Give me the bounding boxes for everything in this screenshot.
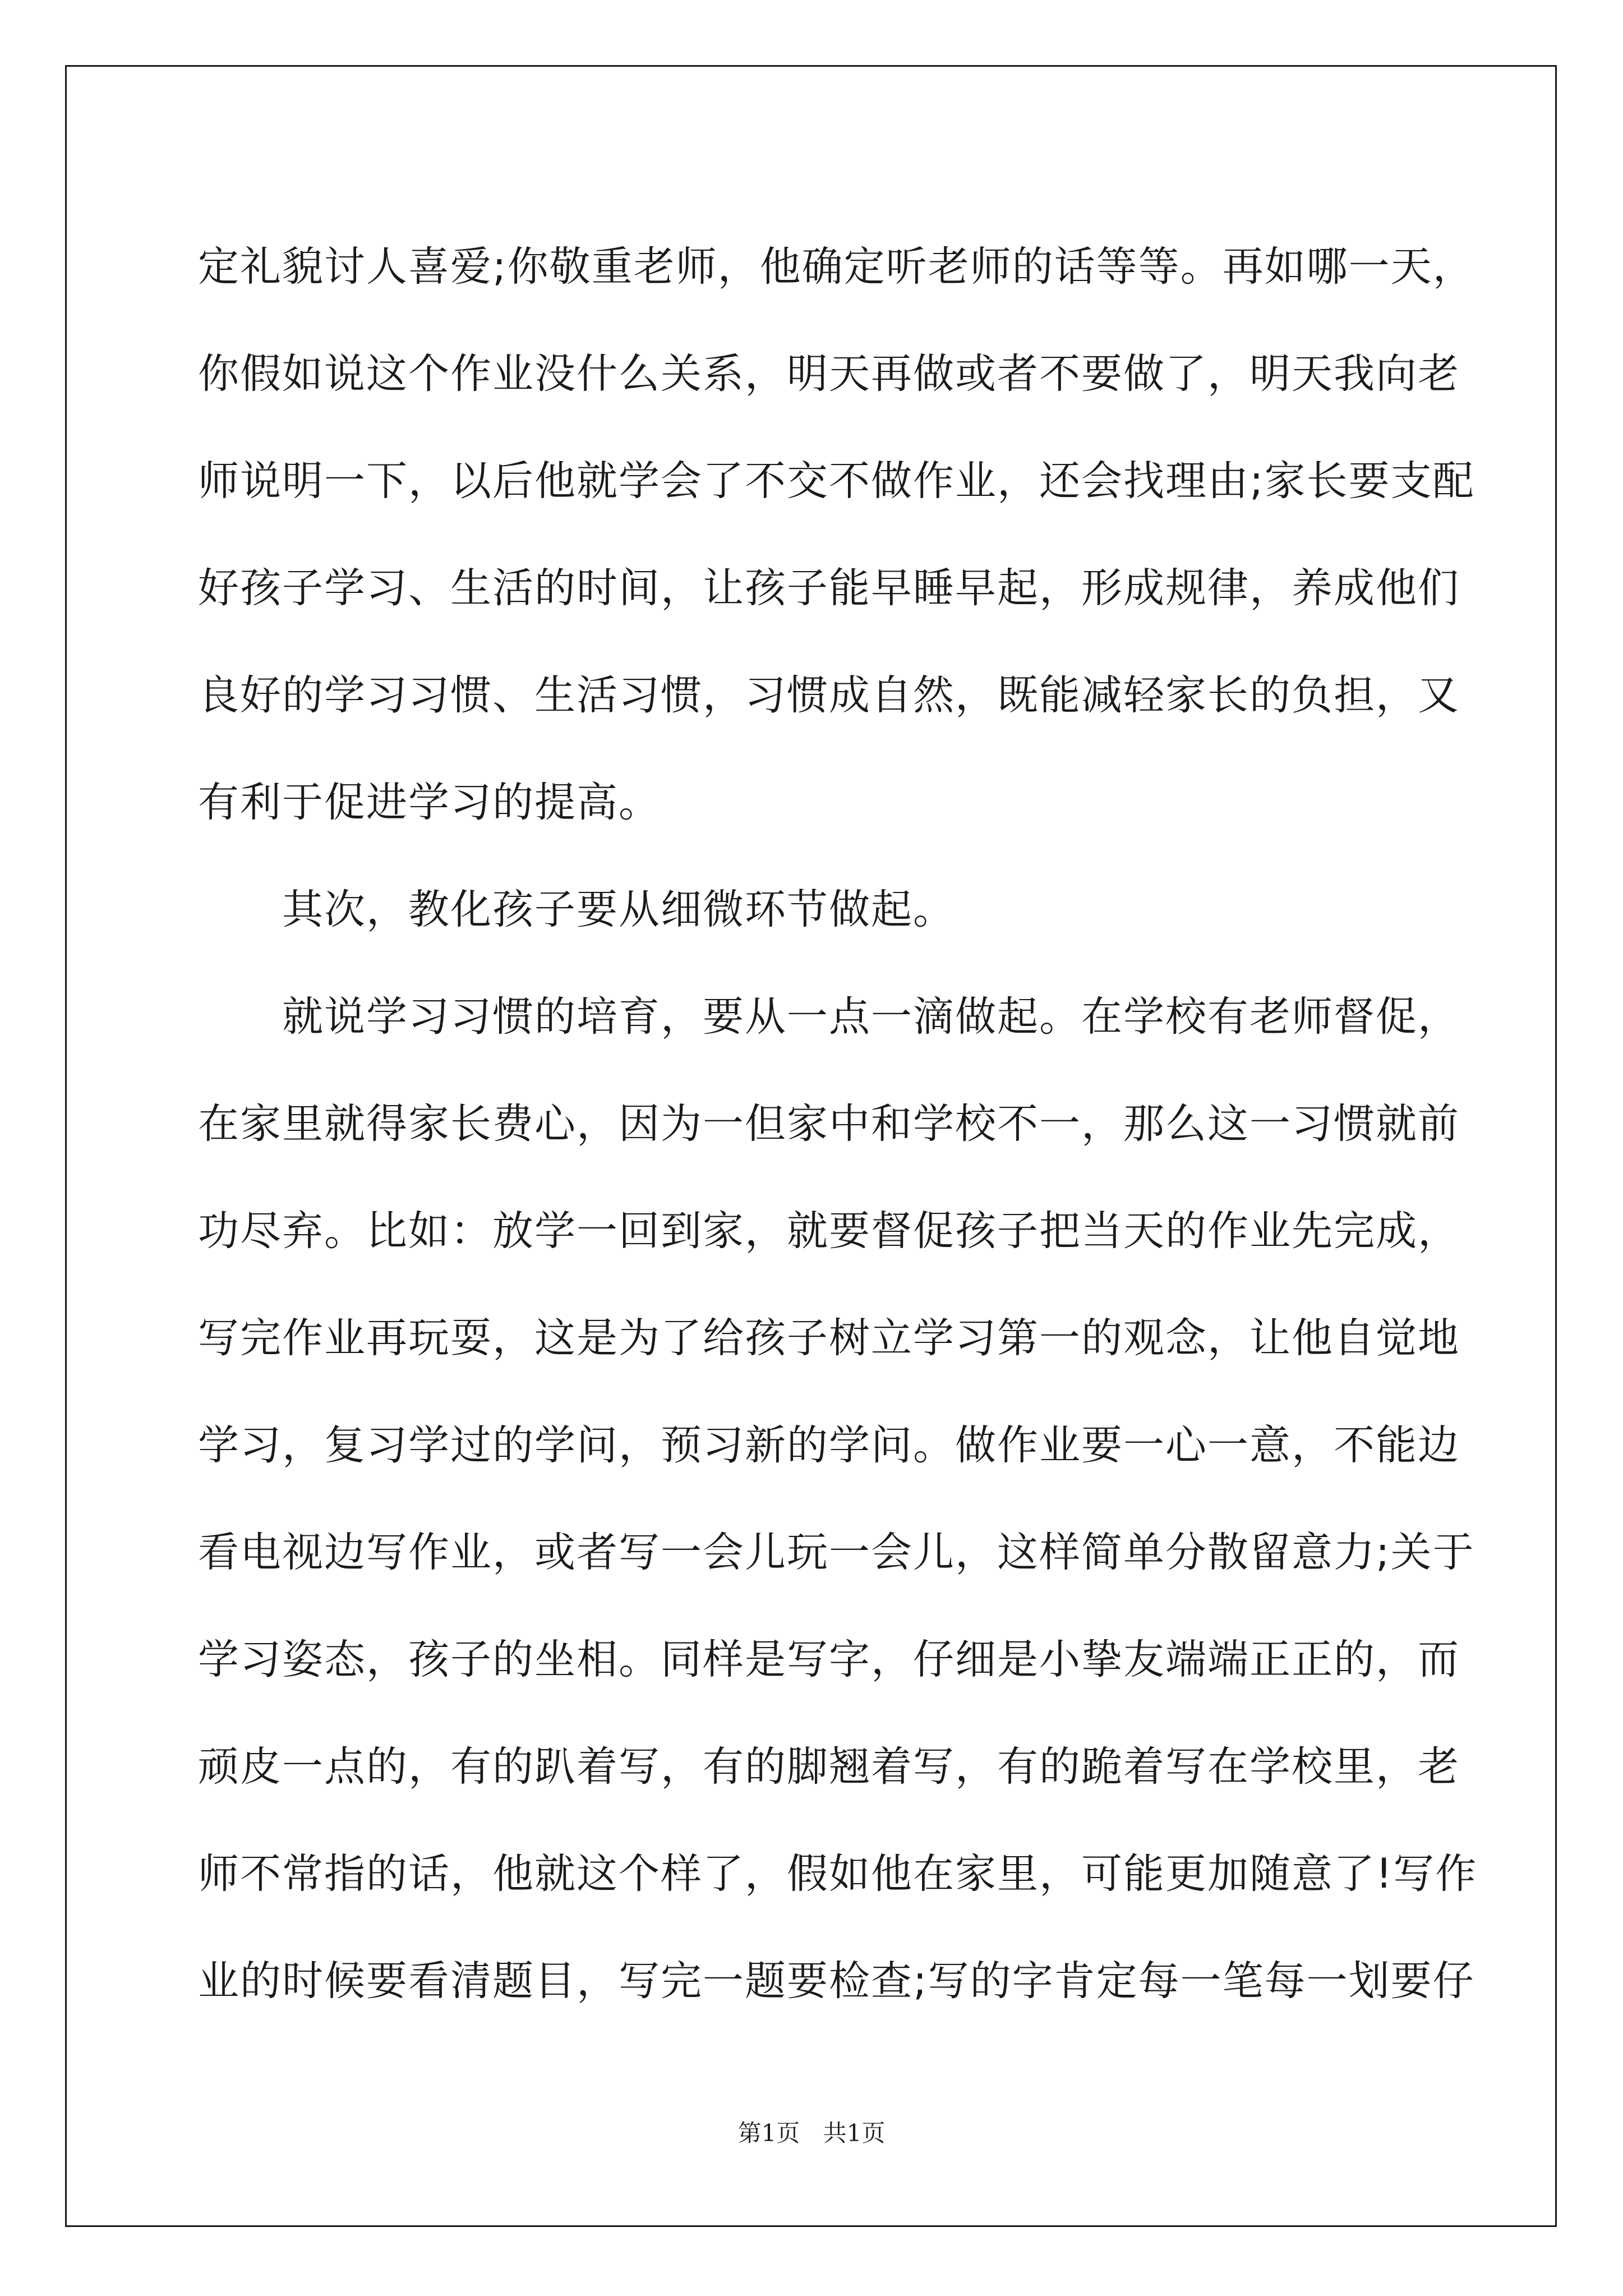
paragraph-start-line: 其次，教化孩子要从细微环节做起。 bbox=[282, 886, 955, 933]
page-number: 第1页 bbox=[737, 2119, 800, 2147]
text-line: 师不常指的话，他就这个样了，假如他在家里，可能更加随意了!写作 bbox=[198, 1850, 1478, 1898]
text-line: 有利于促进学习的提高。 bbox=[198, 779, 661, 826]
text-line: 写完作业再玩耍，这是为了给孩子树立学习第一的观念，让他自觉地 bbox=[198, 1314, 1460, 1362]
text-line: 良好的学习习惯、生活习惯，习惯成自然，既能减轻家长的负担，又 bbox=[198, 671, 1460, 719]
text-line: 功尽弃。比如：放学一回到家，就要督促孩子把当天的作业先完成， bbox=[198, 1207, 1460, 1255]
text-line: 学习，复习学过的学问，预习新的学问。做作业要一心一意，不能边 bbox=[198, 1421, 1460, 1469]
paragraph-start-line: 就说学习习惯的培育，要从一点一滴做起。在学校有老师督促， bbox=[282, 993, 1460, 1041]
text-line: 顽皮一点的，有的趴着写，有的脚翘着写，有的跪着写在学校里，老 bbox=[198, 1743, 1460, 1791]
document-body bbox=[198, 213, 1478, 2035]
text-line: 好孩子学习、生活的时间，让孩子能早睡早起，形成规律，养成他们 bbox=[198, 564, 1460, 612]
page-footer bbox=[0, 2115, 1623, 2148]
text-line: 业的时候要看清题目，写完一题要检查;写的字肯定每一笔每一划要仔 bbox=[198, 1957, 1475, 2005]
page-total: 共1页 bbox=[823, 2119, 886, 2147]
text-line: 师说明一下，以后他就学会了不交不做作业，还会找理由;家长要支配 bbox=[198, 457, 1475, 505]
text-line: 你假如说这个作业没什么关系，明天再做或者不要做了，明天我向老 bbox=[198, 350, 1460, 398]
text-line: 看电视边写作业，或者写一会儿玩一会儿，这样简单分散留意力;关于 bbox=[198, 1529, 1475, 1576]
text-line: 学习姿态，孩子的坐相。同样是写字，仔细是小挚友端端正正的，而 bbox=[198, 1636, 1460, 1683]
text-line: 定礼貌讨人喜爱;你敬重老师，他确定听老师的话等等。再如哪一天， bbox=[198, 243, 1475, 291]
text-line: 在家里就得家长费心，因为一但家中和学校不一，那么这一习惯就前 bbox=[198, 1100, 1460, 1148]
